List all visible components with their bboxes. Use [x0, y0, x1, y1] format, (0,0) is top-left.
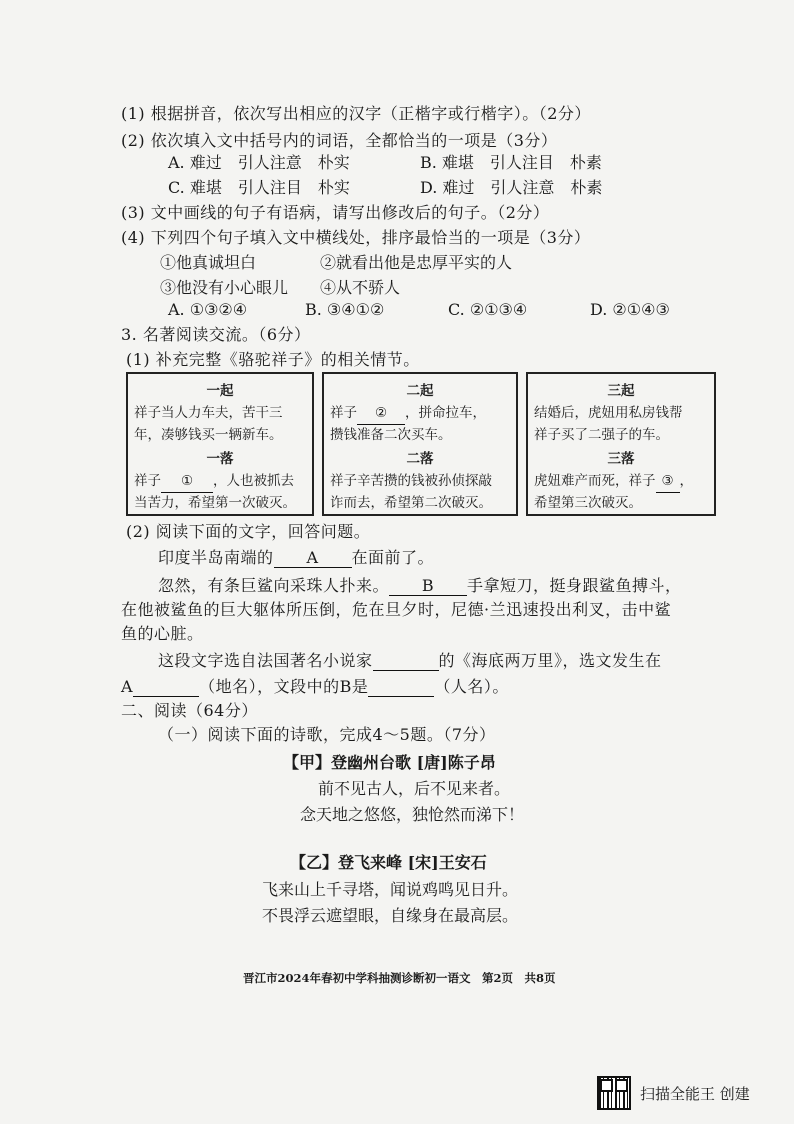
box1-head-1: 一起	[206, 383, 234, 399]
poem1-line-2: 念天地之悠悠，独怆然而涕下！	[300, 805, 525, 824]
q3-sub2-question-pre: 这段文字选自法国著名小说家	[158, 651, 373, 670]
q3-sub2: (2) 阅读下面的文字，回答问题。	[126, 522, 371, 541]
part2-title: 二、阅读（64分）	[121, 701, 258, 720]
passage-line-4: 鱼的心脏。	[121, 624, 204, 643]
box3-head-1: 三起	[607, 383, 635, 399]
box1-text-2a-pre: 祥子	[134, 473, 161, 489]
part2-subtitle: （一）阅读下面的诗歌，完成4～5题。（7分）	[158, 725, 496, 744]
blank-3[interactable]: ③	[656, 470, 680, 493]
blank-place[interactable]	[133, 677, 199, 697]
box1-head-2: 一落	[206, 451, 234, 467]
passage-line-2b: 手拿短刀，挺身跟鲨鱼搏斗，	[467, 576, 682, 595]
poem1-line-1: 前不见古人，后不见来者。	[318, 779, 511, 798]
box2-text-1a-pre: 祥子	[330, 405, 357, 421]
passage-line-1-pre: 印度半岛南端的	[158, 548, 274, 567]
box3-text-2b: 希望第三次破灭。	[534, 495, 642, 511]
qr-code-icon	[597, 1076, 631, 1110]
answer-b-text: （地名），文段中的B是	[199, 677, 369, 696]
blank-author[interactable]	[373, 651, 439, 671]
q2-sub2: (2) 依次填入文中括号内的词语，全都恰当的一项是（3分）	[121, 131, 558, 150]
box2-text-2b: 诈而去，希望第二次破灭。	[330, 495, 492, 511]
box3-text-1a: 结婚后，虎妞用私房钱帮	[534, 405, 683, 421]
blank-2[interactable]: ②	[357, 402, 405, 425]
box2-text-1a-post: ，拼命拉车，	[405, 405, 486, 421]
q2-sub2-option-b: B. 难堪 引人注目 朴素	[420, 153, 602, 172]
q3-sub1: (1) 补充完整《骆驼祥子》的相关情节。	[126, 350, 420, 369]
blank-1[interactable]: ①	[161, 470, 213, 493]
q2-sub2-option-a: A. 难过 引人注意 朴实	[168, 153, 350, 172]
box1-text-1a: 祥子当人力车夫，苦干三	[134, 405, 283, 421]
blank-a[interactable]: A	[274, 548, 352, 568]
plot-box-3	[526, 372, 716, 516]
box2-head-2: 二落	[406, 451, 434, 467]
poem2-line-2: 不畏浮云遮望眼，自缘身在最高层。	[262, 906, 519, 925]
box1-text-2a-post: ，人也被抓去	[213, 473, 294, 489]
box2-text-1b: 攒钱准备二次买车。	[330, 427, 452, 443]
plot-box-1	[126, 372, 314, 516]
poem2-title: 【乙】登飞来峰 [宋]王安石	[290, 853, 487, 872]
poem2-line-1: 飞来山上千寻塔，闻说鸡鸣见日升。	[262, 880, 519, 899]
box1-text-1b: 年，凑够钱买一辆新车。	[134, 427, 283, 443]
blank-person[interactable]	[368, 677, 434, 697]
box1-text-2b: 当苦力，希望第一次破灭。	[134, 495, 296, 511]
box3-text-2a-pre: 虎妞难产而死，祥子	[534, 473, 656, 489]
q3-sub2-question-post: 的《海底两万里》，选文发生在	[438, 651, 662, 670]
q2-sub3: (3) 文中画线的句子有语病，请写出修改后的句子。（2分）	[121, 203, 550, 222]
q3-title: 3. 名著阅读交流。（6分）	[121, 325, 311, 344]
box2-head-1: 二起	[406, 383, 434, 399]
box3-head-2: 三落	[607, 451, 635, 467]
box3-text-1b: 祥子买了二强子的车。	[534, 427, 669, 443]
q2-sub4-option-b: B. ③④①②	[305, 300, 385, 319]
passage-line-3: 在他被鲨鱼的巨大躯体所压倒，危在旦夕时，尼德·兰迅速投出利叉，击中鲨	[121, 600, 672, 619]
passage-line-1-post: 在面前了。	[351, 548, 435, 567]
plot-box-2	[322, 372, 518, 516]
q2-sub4: (4) 下列四个句子填入文中横线处，排序最恰当的一项是（3分）	[121, 228, 591, 247]
q2-sub4-item-2: ②就看出他是忠厚平实的人	[320, 253, 513, 272]
q2-sub4-item-1: ①他真诚坦白	[160, 253, 257, 272]
q2-sub4-item-3: ③他没有小心眼儿	[160, 278, 289, 297]
answer-a-label: A	[121, 677, 134, 696]
passage-line-2a: 忽然，有条巨鲨向采珠人扑来。	[158, 576, 390, 595]
page-footer: 晋江市2024年春初中学科抽测诊断初一语文 第2页 共8页	[243, 971, 556, 985]
poem1-title: 【甲】登幽州台歌 [唐]陈子昂	[283, 753, 496, 772]
q2-sub4-option-d: D. ②①④③	[590, 300, 670, 319]
q2-sub2-option-c: C. 难堪 引人注目 朴实	[168, 178, 350, 197]
scanner-watermark: 扫描全能王 创建	[640, 1085, 750, 1103]
q2-sub4-option-a: A. ①③②④	[168, 300, 248, 319]
q2-sub2-option-d: D. 难过 引人注意 朴素	[420, 178, 603, 197]
box3-text-2a-post: ，	[679, 473, 693, 489]
box2-text-2a: 祥子辛苦攒的钱被孙侦探敲	[330, 473, 492, 489]
q2-sub1: (1) 根据拼音，依次写出相应的汉字（正楷字或行楷字）。（2分）	[121, 104, 591, 123]
answer-tail: （人名）。	[434, 677, 509, 696]
q2-sub4-option-c: C. ②①③④	[448, 300, 528, 319]
q2-sub4-item-4: ④从不骄人	[320, 278, 401, 297]
blank-b[interactable]: B	[389, 576, 467, 596]
